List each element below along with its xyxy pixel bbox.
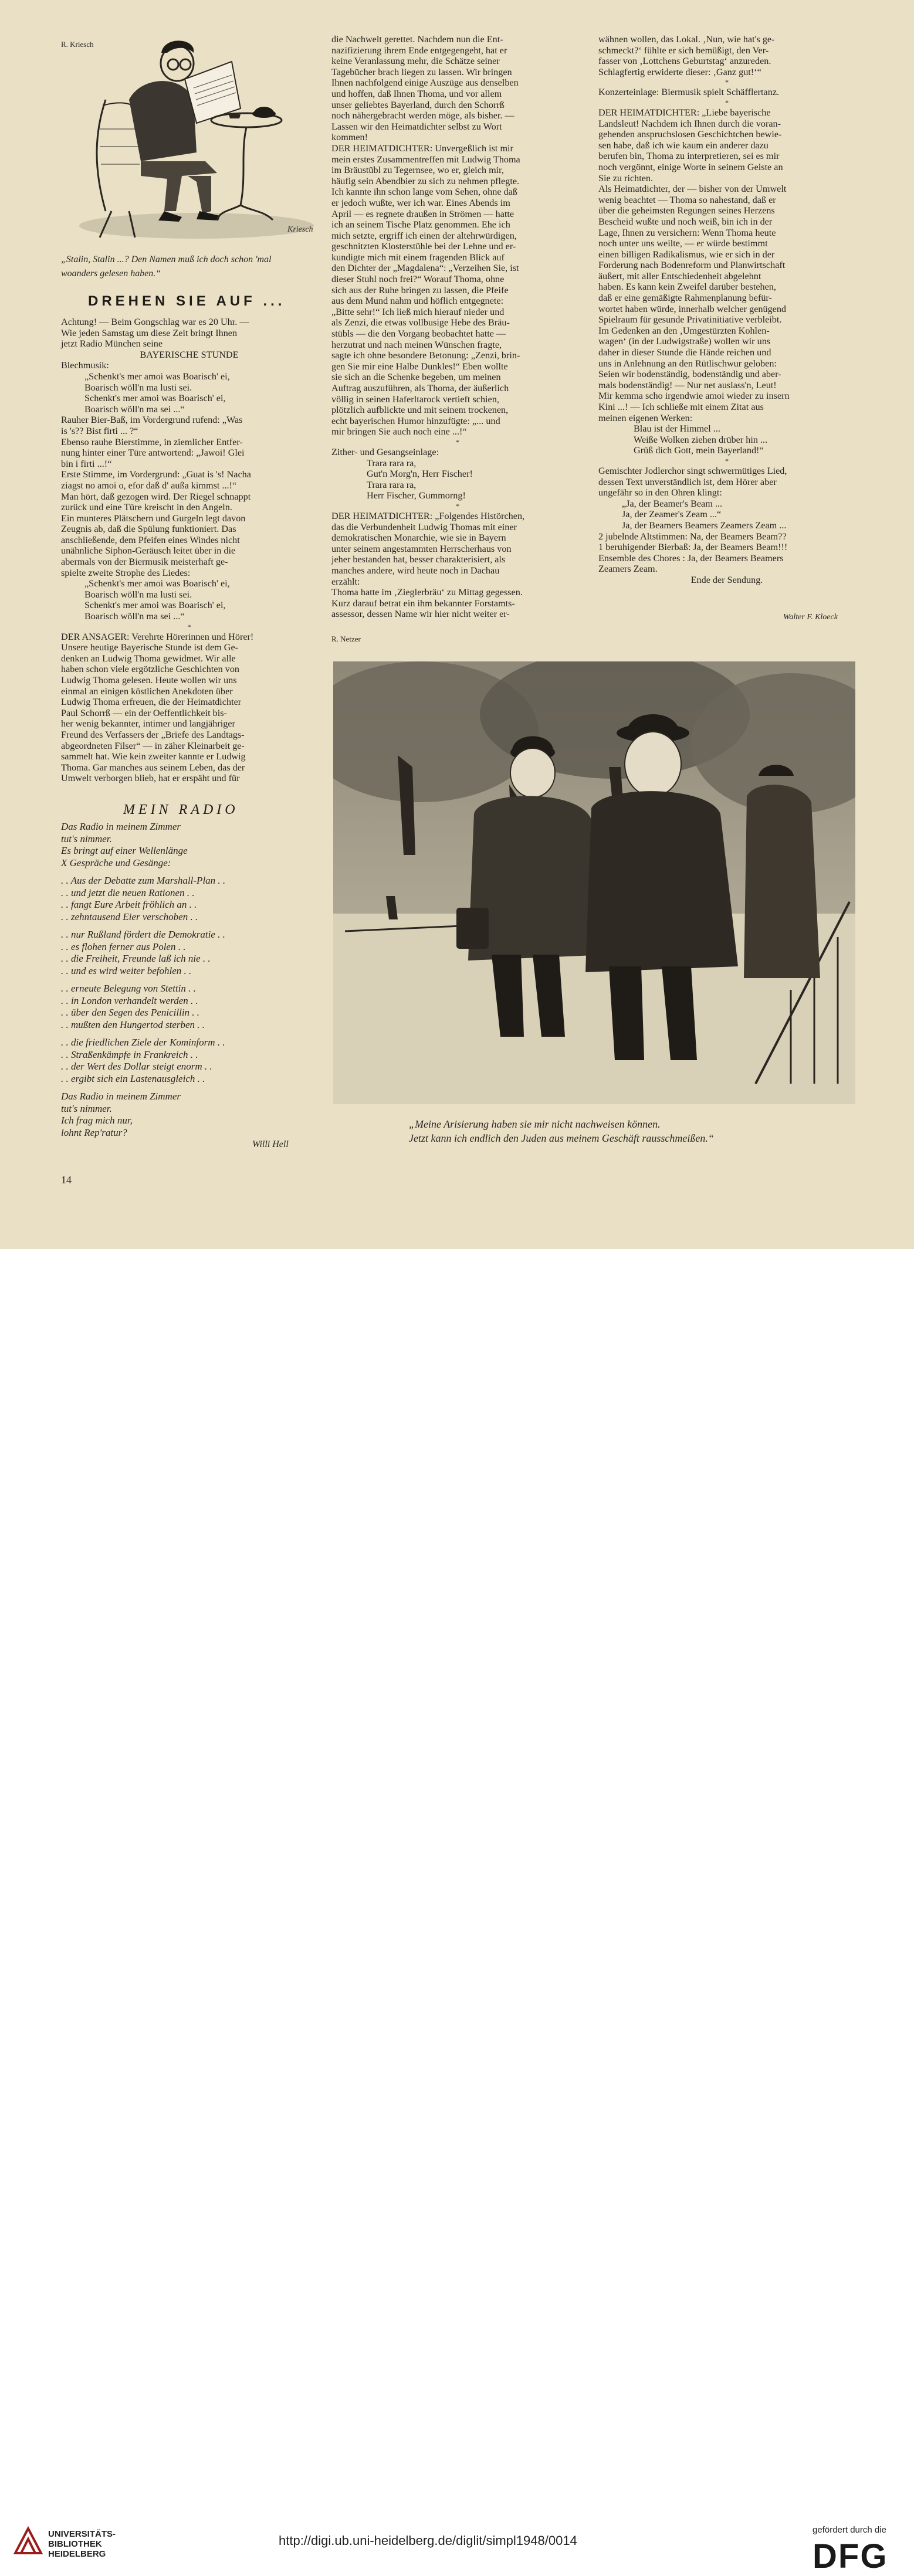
text-line: Zeugnis ab, daß die Spülung funktioniert. Das xyxy=(61,524,236,535)
text-line: daß er eine gemäßigte Rahmenplanung befür- xyxy=(598,293,772,304)
text-line: assessor, dessen Name wir hier nicht weiter er- xyxy=(331,609,510,620)
text-line: * xyxy=(456,501,459,510)
poem-line: Das Radio in meinem Zimmer xyxy=(61,1091,181,1102)
text-line: fasser von ‚Lottchens Geburtstag‘ anzureden. xyxy=(598,56,771,67)
funding-label: gefördert durch die xyxy=(813,2525,886,2535)
text-line: Thoma hatte im ‚Zieglerbräu‘ zu Mittag gegessen. xyxy=(331,587,523,598)
text-line: Lage, Ihnen zu versichern: Wenn Thoma heute xyxy=(598,227,776,238)
text-line: jetzt Radio München seine xyxy=(61,338,163,349)
page-number: 14 xyxy=(61,1174,72,1186)
text-line: Auftrag auszuführen, als Thoma, der äußerlich xyxy=(331,383,509,393)
text-line: Landsleut! Nachdem ich Ihnen durch die voran- xyxy=(598,118,781,129)
dfg-logo: DFG xyxy=(813,2537,888,2575)
text-line: Im Gedenken an den ‚Umgestürzten Kohlen- xyxy=(598,325,770,336)
text-line: Tagebücher brach liegen zu lassen. Wir bringen xyxy=(331,66,512,77)
text-line: nung hinter einer Türe antwortend: „Jawoi! Glei xyxy=(61,447,245,459)
cartoon-caption-line-2: woanders gelesen haben.“ xyxy=(61,269,161,279)
stanza-gap xyxy=(61,1085,225,1091)
text-line: Paul Schorrß — ein der Oeffentlichkeit bis- xyxy=(61,707,227,718)
text-line: * xyxy=(725,98,729,107)
poem-line: . . mußten den Hungertod sterben . . xyxy=(61,1019,205,1030)
text-line: und hoffen, daß Ihnen Thoma, und vor allem xyxy=(331,88,502,99)
poem-mein-radio xyxy=(61,821,225,1139)
scanned-page xyxy=(0,0,914,1249)
text-line: ungefähr so in den Ohren klingt: xyxy=(598,487,722,498)
text-line: spielte zweite Strophe des Liedes: xyxy=(61,567,191,578)
cartoon-reader-illustration xyxy=(70,35,323,246)
text-line: meinen eigenen Werken: xyxy=(598,412,693,423)
poem-heading-mein-radio: MEIN RADIO xyxy=(123,802,239,817)
text-line: mich setzte, ergriff ich einen der altehrwürdigen, xyxy=(331,230,517,241)
text-line: Zither- und Gesangseinlage: xyxy=(331,446,439,457)
poem-line: X Gespräche und Gesänge: xyxy=(61,857,171,868)
text-line: gen Sie mir eine Halbe Dunkles!“ Eben wollte xyxy=(331,361,508,372)
text-line: Ich kannte ihn schon lange vom Sehen, ohne daß xyxy=(331,186,517,198)
text-line: Schenkt's mer amoi was Boarisch' ei, xyxy=(84,393,226,404)
text-line: sammelt hat. Wie kein zweiter kannte er Ludwig xyxy=(61,751,246,762)
text-line: nazifizierung ihrem Ende entgegengeht, hat er xyxy=(331,45,507,56)
text-line: Kurz darauf betrat ein ihm bekannter Forstamts- xyxy=(331,598,515,609)
text-line: noch unter uns weilte, — er würde bestimmt xyxy=(598,238,768,249)
text-line: anschließende, dem Pfeifen eines Windes nicht xyxy=(61,534,240,545)
text-line: 2 jubelnde Altstimmen: Na, der Beamers Beam?? xyxy=(598,531,787,542)
poem-line: Ich frag mich nur, xyxy=(61,1115,133,1126)
text-line: Ebenso rauhe Bierstimme, in ziemlicher Entfer- xyxy=(61,436,243,447)
text-line: Konzerteinlage: Biermusik spielt Schäfflertanz. xyxy=(598,87,780,98)
stanza-gap xyxy=(61,977,225,983)
text-line: Kini ...! — Ich schließe mit einem Zitat aus xyxy=(598,402,764,412)
text-line: Schlagfertig erwiderte dieser: ‚Ganz gut!‘“ xyxy=(598,66,761,77)
text-line: Sie zu richten. xyxy=(598,172,654,184)
text-line: bin i firti ...!“ xyxy=(61,458,112,469)
text-line: * xyxy=(725,456,729,465)
text-line: Trara rara ra, xyxy=(367,479,417,490)
text-line: Als Heimatdichter, der — bisher von der Umwelt xyxy=(598,184,787,195)
text-line: Herr Fischer, Gummorng! xyxy=(367,490,466,501)
text-line: über die geheimsten Regungen seines Herzens xyxy=(598,205,775,216)
text-line: jeher bestanden hat, besser charakterisiert, als xyxy=(331,554,506,565)
text-line: stübls — die den Vorgang beobachtet hatte — xyxy=(331,328,506,340)
text-line: Achtung! — Beim Gongschlag war es 20 Uhr. — xyxy=(61,317,249,327)
text-line: als Zenzi, die etwas vollbusige Hebe des Bräu- xyxy=(331,317,510,328)
text-line: „Ja, der Beamer's Beam ... xyxy=(622,498,723,509)
poem-line: lohnt Rep'ratur? xyxy=(61,1126,127,1138)
text-line: plötzlich aufblickte und mit seinem trockenen, xyxy=(331,405,509,416)
poem-line: . . Aus der Debatte zum Marshall-Plan . . xyxy=(61,875,226,886)
text-line: einmal an einigen köstlichen Anekdoten über xyxy=(61,685,233,697)
text-line: Mir kemma scho irgendwie amoi wieder zu insern xyxy=(598,391,790,402)
text-line: echt bayerischen Humor hinzufügte: „... und xyxy=(331,415,500,426)
text-line: ziagst no amoi o, efor daß d' außa kimmst ...!“ xyxy=(61,480,237,491)
cartoon-signature: Kriesch xyxy=(287,225,313,234)
university-name-line-3: HEIDELBERG xyxy=(48,2549,106,2559)
stanza-gap xyxy=(61,923,225,929)
poem-line: tut's nimmer. xyxy=(61,833,112,844)
text-line: berufen bin, Thoma zu interpretieren, sei es mir xyxy=(598,151,780,162)
text-line: schmeckt?‘ fühlte er sich bemüßigt, den Ver- xyxy=(598,45,769,56)
text-line: Thoma. Gar manches aus seinem Leben, das der xyxy=(61,762,245,773)
text-line: DER HEIMATDICHTER: Unvergeßlich ist mir xyxy=(331,142,513,154)
poem-line: Es bringt auf einer Wellenlänge xyxy=(61,845,188,856)
text-line: wähnen wollen, das Lokal. ‚Nun, wie hat's ge- xyxy=(598,34,775,45)
text-line: Weiße Wolken ziehen drüber hin ... xyxy=(634,434,768,445)
text-line: Bescheid wußte und noch weiß, bin ich in der xyxy=(598,216,773,227)
text-line: Forderung nach Bodenreform und Planwirtschaft xyxy=(598,260,786,271)
footer-bar xyxy=(0,1249,914,2575)
text-line: Rauher Bier-Baß, im Vordergrund rufend: „Was xyxy=(61,415,243,426)
middle-column-text xyxy=(331,34,584,620)
stanza-gap xyxy=(61,1031,225,1037)
text-line: Wie jeden Samstag um diese Zeit bringt Ihnen xyxy=(61,327,238,338)
text-line: aus dem Mund nahm und höflich entgegnete: xyxy=(331,296,504,307)
text-line: herzutrat und nach meinen Wünschen fragte, xyxy=(331,339,502,350)
text-line: er jedoch wußte, wer ich war. Eines Abends im xyxy=(331,197,510,208)
text-line: DER HEIMATDICHTER: „Liebe bayerische xyxy=(598,107,771,118)
text-line: „Schenkt's mer amoi was Boarisch' ei, xyxy=(84,578,230,589)
text-line: sen habe, daß ich wie kaum ein anderer dazu xyxy=(598,140,769,151)
text-line: Zeamers Zeam. xyxy=(598,564,658,575)
poem-line: . . nur Rußland fördert die Demokratie . . xyxy=(61,929,225,940)
poem-author: Willi Hell xyxy=(252,1139,289,1149)
text-line: Ja, der Zeamer's Zeam ...“ xyxy=(622,509,722,520)
poem-line: . . Straßenkämpfe in Frankreich . . xyxy=(61,1048,198,1060)
poem-line: . . der Wert des Dollar steigt enorm . . xyxy=(61,1061,212,1072)
poem-line: . . die friedlichen Ziele der Kominform . . xyxy=(61,1037,225,1048)
university-logo-icon xyxy=(13,2525,43,2555)
text-line: „Bitte sehr!“ Ich ließ mich hierauf nieder und xyxy=(331,306,505,317)
text-line: Gut'n Morg'n, Herr Fischer! xyxy=(367,469,473,480)
text-line: häufig sein Abendbier zu sich zu nehmen pflegte. xyxy=(331,175,520,186)
text-line: Ludwig Thoma gelesen. Heute wollen wir uns xyxy=(61,675,237,685)
text-line: uns in Anlehnung an den Rütlischwur geloben: xyxy=(598,358,777,369)
text-line: ich an seinem Tische Platz genommen. Ehe ich xyxy=(331,219,510,230)
text-line: Trara rara ra, xyxy=(367,457,417,469)
poem-line: . . und es wird weiter befohlen . . xyxy=(61,965,192,976)
poem-line: . . und jetzt die neuen Rationen . . xyxy=(61,887,195,898)
text-line: äußert, mit aller Entschiedenheit abgelehnt xyxy=(598,270,761,281)
text-line: sie sich an die Schenke begeben, um meinen xyxy=(331,372,501,383)
text-line: abgeordneten Filser“ — in zäher Kleinarbeit ge- xyxy=(61,740,245,751)
text-line: unter seinem angestammten Herrscherhaus von xyxy=(331,543,512,554)
text-line: sich aus der Ruhe bringen zu lassen, die Pfeife xyxy=(331,284,509,296)
text-line: gehenden anspruchslosen Geschichtchen bewie- xyxy=(598,129,782,140)
text-line: kundigte mich mit einem fragenden Blick auf xyxy=(331,252,505,263)
text-line: DER HEIMATDICHTER: „Folgendes Histörchen, xyxy=(331,510,525,521)
poem-line: . . zehntausend Eier verschoben . . xyxy=(61,911,198,922)
right-column-text xyxy=(598,34,855,586)
text-line: erzählt: xyxy=(331,576,360,587)
text-line: unser geliebtes Bayerland, durch den Schorrß xyxy=(331,99,505,110)
poem-line: . . es flohen ferner aus Polen . . xyxy=(61,941,186,952)
right-column-author: Walter F. Kloeck xyxy=(783,613,838,622)
poem-line: . . erneute Belegung von Stettin . . xyxy=(61,983,196,994)
text-line: „Schenkt's mer amoi was Boarisch' ei, xyxy=(84,371,230,382)
text-line: Boarisch wöll'n ma sei ...“ xyxy=(84,611,185,622)
text-line: * xyxy=(456,437,459,446)
text-line: den Dichter der „Magdalena“: „Verzeihen Sie, ist xyxy=(331,263,519,274)
text-line: noch nähergebracht werden möge, als bisher. — xyxy=(331,110,514,121)
cartoon-caption-line-1: „Stalin, Stalin ...? Den Namen muß ich doch schon 'mal xyxy=(61,254,272,264)
text-line: Ende der Sendung. xyxy=(690,574,763,585)
text-line: Ja, der Beamers Beamers Zeamers Zeam ... xyxy=(622,520,787,531)
university-name xyxy=(48,2529,116,2559)
text-line: * xyxy=(187,622,191,631)
text-line: mals bodenständig! — Nur net auslass'n, Leut! xyxy=(598,379,777,391)
text-line: zurück und eine Türe kreischt in den Angeln. xyxy=(61,502,232,513)
text-line: Ensemble des Chores : Ja, der Beamers Beamers xyxy=(598,552,784,564)
text-line: die Nachwelt gerettet. Nachdem nun die Ent- xyxy=(331,34,503,45)
text-line: * xyxy=(725,78,729,87)
stanza-gap xyxy=(61,869,225,875)
text-line: dessen Text unverständlich ist, dem Hörer aber xyxy=(598,476,777,487)
text-line: daher in dieser Stunde die Hände reichen und xyxy=(598,347,771,358)
text-line: wagen‘ (in der Ludwigstraße) wollen wir uns xyxy=(598,336,771,347)
text-line: Umwelt verborgen blieb, hat er erspäht und für xyxy=(61,773,240,784)
text-line: dieser Stuhl noch frei?“ Worauf Thoma, ohne xyxy=(331,274,505,285)
text-line: Unsere heutige Bayerische Stunde ist dem Ge- xyxy=(61,642,239,653)
street-scene-illustration xyxy=(333,661,855,1104)
text-line: Blechmusik: xyxy=(61,360,109,371)
illustration-caption-line-2: Jetzt kann ich endlich den Juden aus meinem Geschäft rausschmeißen.“ xyxy=(409,1132,714,1144)
poem-line: Das Radio in meinem Zimmer xyxy=(61,821,181,832)
poem-line: . . in London verhandelt werden . . xyxy=(61,995,198,1006)
text-line: DER ANSAGER: Verehrte Hörerinnen und Hörer! xyxy=(61,631,254,642)
text-line: einen billigen Radikalismus, wie er sich in der xyxy=(598,249,775,260)
poem-line: . . die Freiheit, Freunde laß ich nie . . xyxy=(61,953,211,964)
text-line: mein erstes Zusammentreffen mit Ludwig Thoma xyxy=(331,154,520,165)
text-line: her wenig bekannter, intimer und langjähriger xyxy=(61,718,235,729)
illustration-caption-line-1: „Meine Arisierung haben sie mir nicht nachweisen können. xyxy=(409,1118,661,1130)
text-line: Seien wir bodenständig, bodenständig und aber- xyxy=(598,369,781,380)
text-line: Boarisch wöll'n ma lusti sei. xyxy=(84,382,192,393)
poem-line: . . ergibt sich ein Lastenausgleich . . xyxy=(61,1073,205,1084)
text-line: das die Verbundenheit Ludwig Thomas mit einer xyxy=(331,521,517,532)
text-line: April — es regnete draußen in Strömen — hatte xyxy=(331,208,514,219)
poem-line: tut's nimmer. xyxy=(61,1102,112,1114)
text-line: keine Veranlassung mehr, die Schätze seiner xyxy=(331,56,500,67)
text-line: haben. Es kann kein Zweifel darüber bestehen, xyxy=(598,281,776,293)
text-line: Grüß dich Gott, mein Bayerland!“ xyxy=(634,445,764,456)
text-line: BAYERISCHE STUNDE xyxy=(140,349,239,360)
text-line: geschnitzten Klosterstühle bei der Lehne und er- xyxy=(331,241,516,252)
text-line: Boarisch wöll'n ma sei ...“ xyxy=(84,403,185,415)
text-line: wenig beachtet — Thoma so nahestand, daß er xyxy=(598,194,776,205)
text-line: Gemischter Jodlerchor singt schwermütiges Lied, xyxy=(598,465,787,476)
text-line: Schenkt's mer amoi was Boarisch' ei, xyxy=(84,600,226,611)
text-line: Man hört, daß gezogen wird. Der Riegel schnappt xyxy=(61,491,251,502)
university-name-line-2: BIBLIOTHEK xyxy=(48,2539,102,2549)
text-line: mir bringen Sie auch noch eine ...!“ xyxy=(331,426,467,437)
text-line: Boarisch wöll'n ma lusti sei. xyxy=(84,589,192,600)
text-line: Ihnen nachfolgend einige Auszüge aus denselben xyxy=(331,77,519,89)
text-line: Spielraum für gesunde Privatinitiative verbleibt. xyxy=(598,314,782,325)
text-line: Freund des Verfassers der „Briefe des Landtags- xyxy=(61,729,245,740)
left-column-text xyxy=(61,317,317,784)
text-line: sagte ich ohne besondere Betonung: „Zenzi, brin- xyxy=(331,350,520,361)
text-line: völlig in seinen Haferltarock vertieft schien, xyxy=(331,393,499,405)
text-line: Ein munteres Plätschern und Gurgeln legt davon xyxy=(61,513,246,524)
section-heading-drehen-sie-auf: DREHEN SIE AUF ... xyxy=(88,293,286,309)
text-line: denken an Ludwig Thoma gewidmet. Wir alle xyxy=(61,653,236,664)
text-line: kommen! xyxy=(331,132,368,143)
text-line: Ludwig Thoma erfreuen, die der Heimatdichter xyxy=(61,697,242,708)
text-line: abermals von der Biermusik meisterhaft ge- xyxy=(61,556,228,568)
text-line: im Bräustübl zu Tegernsee, wo er, gleich mir, xyxy=(331,165,504,176)
text-line: is 's?? Bist firti ... ?“ xyxy=(61,425,138,436)
university-name-line-1: UNIVERSITÄTS- xyxy=(48,2529,116,2539)
poem-line: . . über den Segen des Penicillin . . xyxy=(61,1007,200,1018)
text-line: manches andere, wird heute noch in Dachau xyxy=(331,565,500,576)
illustration-credit: R. Netzer xyxy=(331,634,361,643)
text-line: wortet haben würde, innerhalb welcher genügend xyxy=(598,303,787,314)
text-line: demokratischen Monarchie, wie sie in Bayern xyxy=(331,532,506,544)
text-line: 1 beruhigender Bierbaß: Ja, der Beamers Beam!!! xyxy=(598,542,788,553)
text-line: unähnliche Siphon-Geräusch leitet über in die xyxy=(61,545,236,556)
text-line: Blau ist der Himmel ... xyxy=(634,423,720,435)
text-line: haben schon viele ergötzliche Geschichten von xyxy=(61,664,240,675)
text-line: noch vergönnt, einige Worte in seinem Geiste an xyxy=(598,161,783,172)
text-line: Erste Stimme, im Vordergrund: „Guat is 's! Nacha xyxy=(61,469,251,480)
permalink-url[interactable]: http://digi.ub.uni-heidelberg.de/diglit/simpl1948/0014 xyxy=(279,2533,577,2548)
text-line: Lassen wir den Heimatdichter selbst zu Wort xyxy=(331,121,502,132)
poem-line: . . fangt Eure Arbeit fröhlich an . . xyxy=(61,899,197,910)
cartoon-credit: R. Kriesch xyxy=(61,40,94,49)
